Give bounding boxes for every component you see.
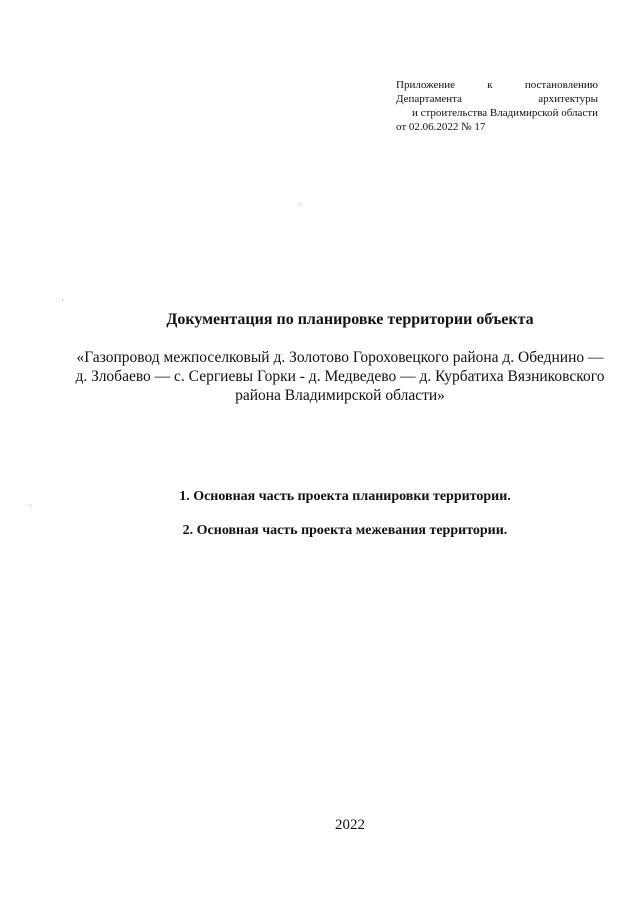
object-name-line-1: «Газопровод межпоселковый д. Золотово Гороховецкого района д. Обеднино — (76, 349, 604, 366)
object-name-line-2: д. Злобаево — с. Сергиевы Горки - д. Медведево — д. Курбатиха Вязниковского (75, 368, 605, 385)
appendix-word-postanovleniyu: постановлению (524, 79, 598, 91)
document-year: 2022 (335, 817, 365, 833)
document-title: Документация по планировке территории объекта (166, 311, 534, 328)
object-name-line-3: района Владимирской области» (235, 387, 445, 404)
contents-item-planning: 1. Основная часть проекта планировки территории. (179, 489, 511, 504)
appendix-line-2 (396, 92, 598, 106)
appendix-header (396, 78, 598, 134)
appendix-word-k: к (487, 79, 493, 91)
contents-list (90, 488, 600, 556)
appendix-line-3: и строительства Владимирской области (411, 107, 598, 119)
scan-speck (30, 505, 31, 506)
appendix-line-4: от 02.06.2022 № 17 (396, 121, 486, 133)
appendix-word-departamenta: Департамента (396, 93, 463, 105)
scan-speck (300, 204, 301, 205)
contents-item-surveying: 2. Основная часть проекта межевания территории. (182, 523, 508, 538)
appendix-word-prilozhenie: Приложение (396, 79, 456, 91)
appendix-line-1 (396, 78, 598, 92)
appendix-word-arkhitektury: архитектуры (538, 93, 598, 105)
object-name (70, 348, 610, 405)
scan-speck (62, 300, 63, 301)
